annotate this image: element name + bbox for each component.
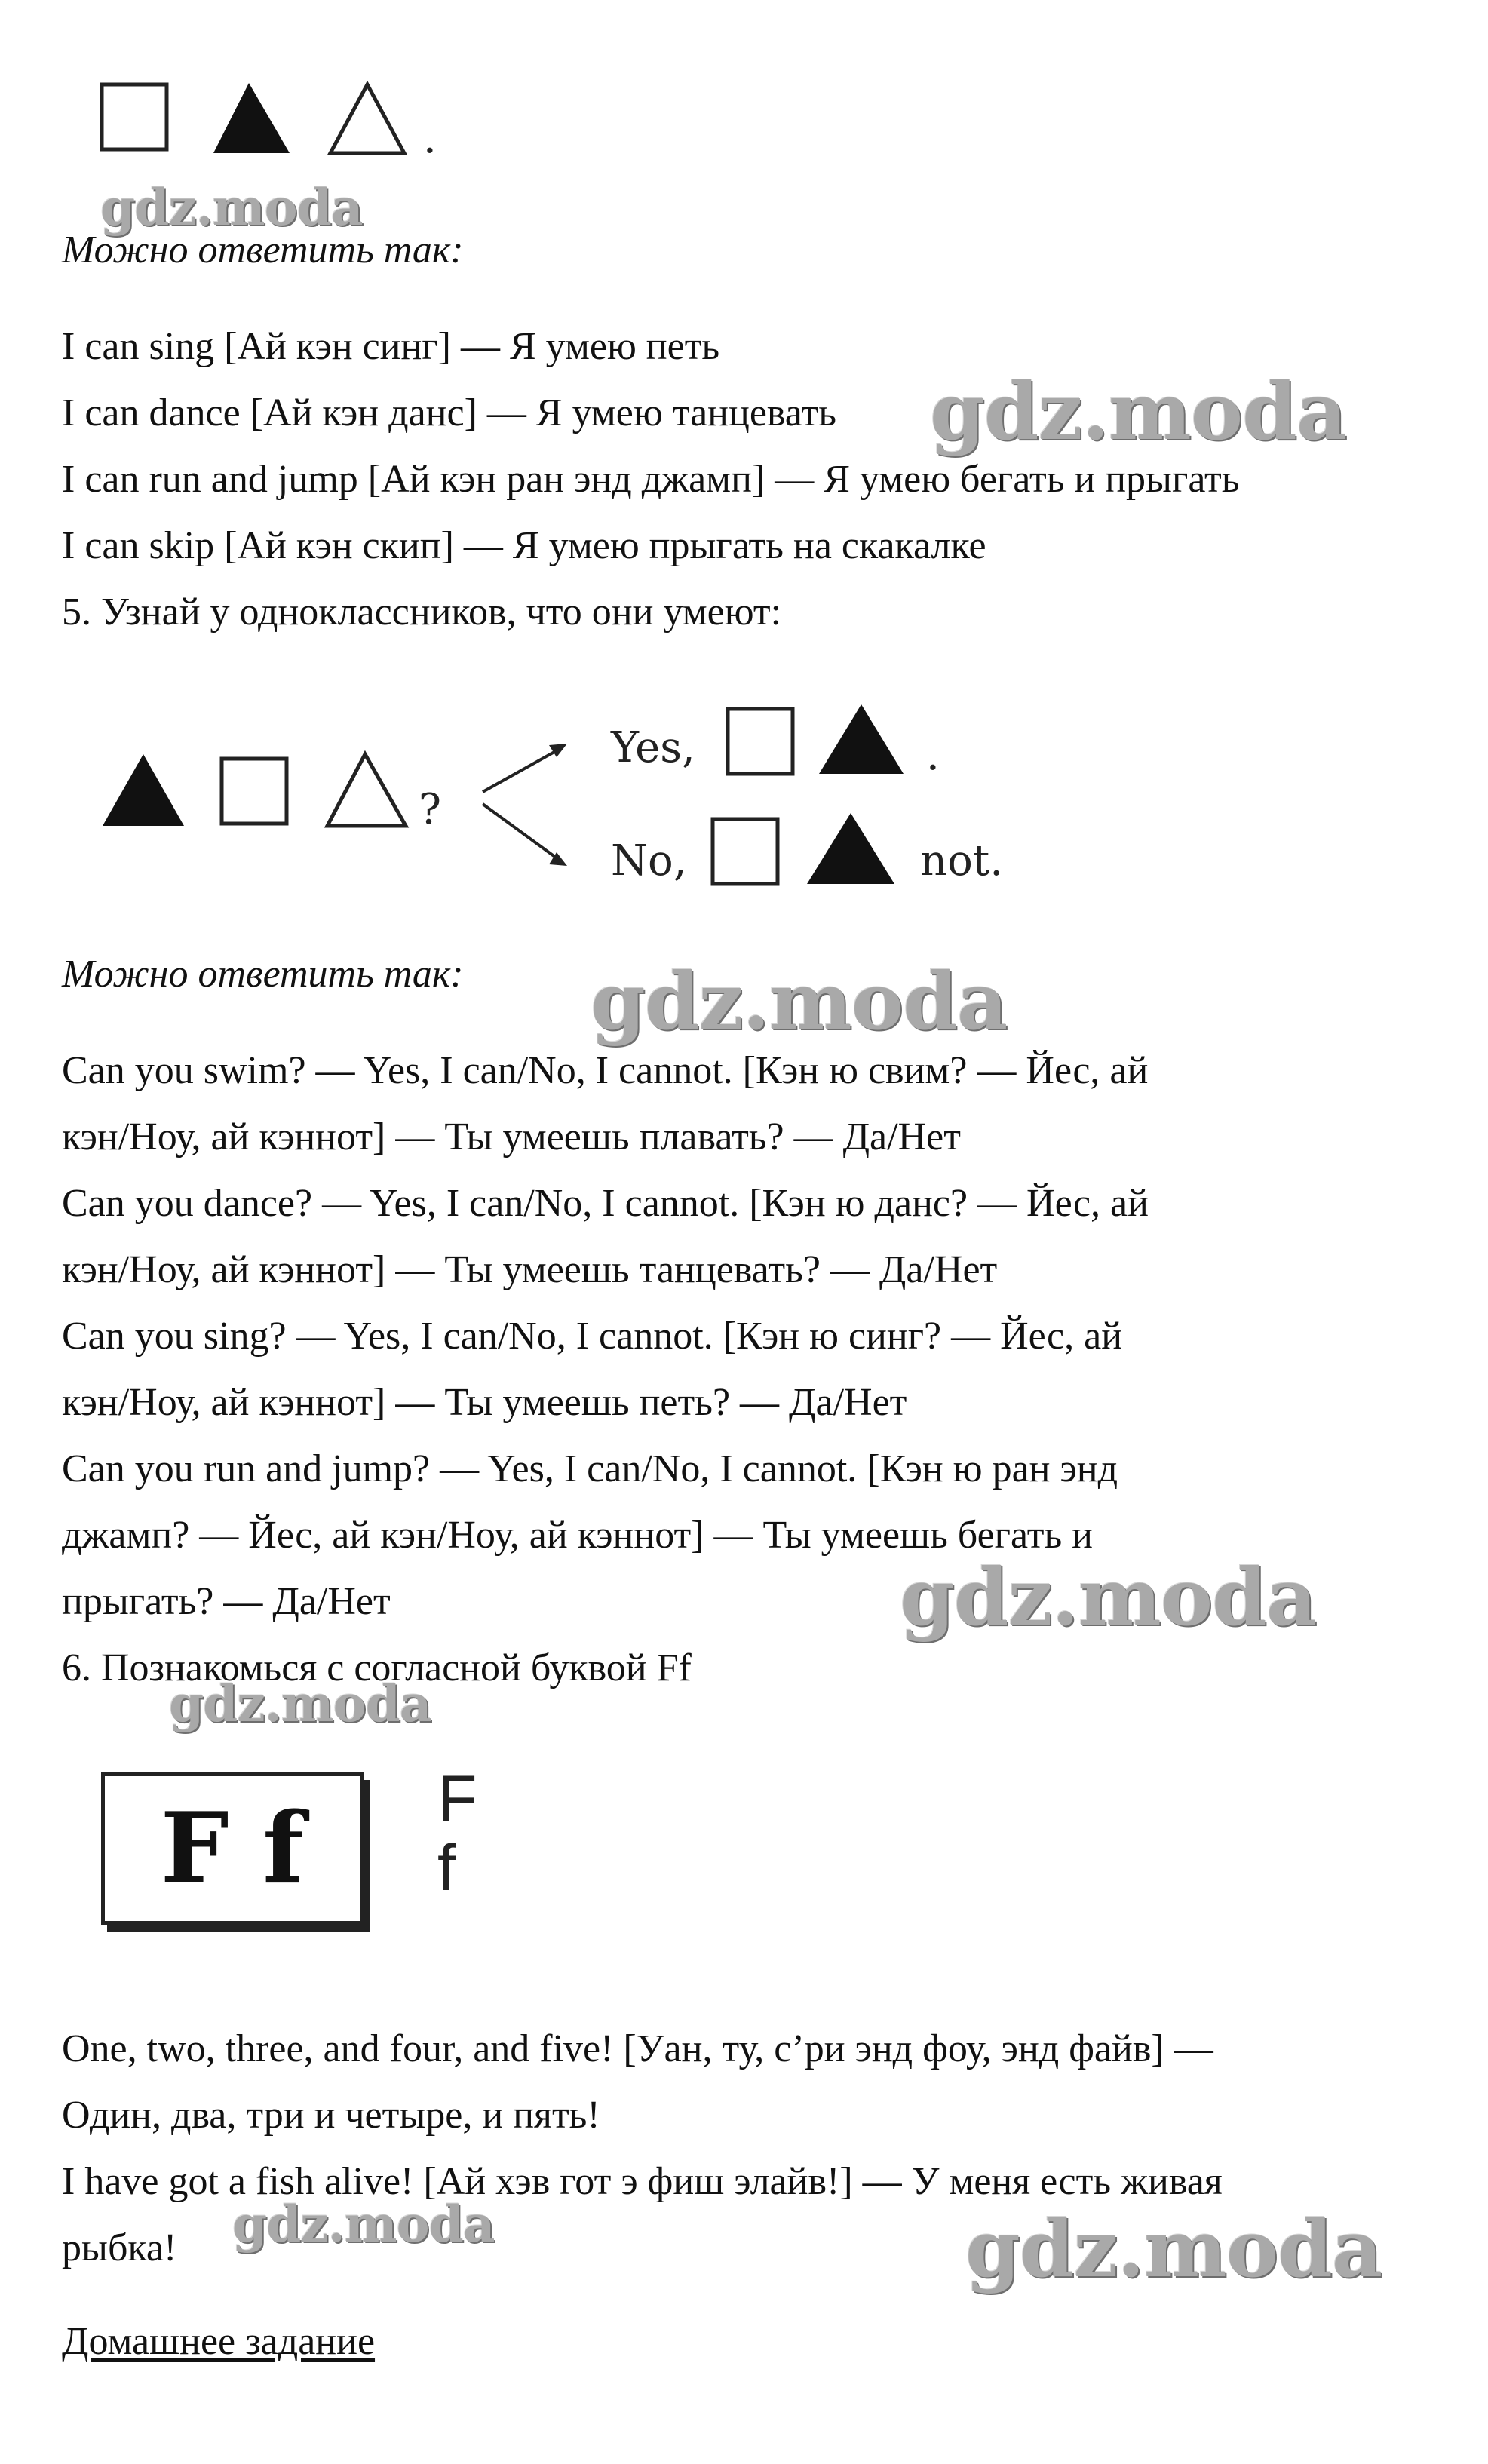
watermark: gdz.moda [900, 1551, 1317, 1643]
answer-line: джамп? — Йес, ай кэн/Ноу, ай кэннот] — Ты умеешь бегать и [62, 1514, 1093, 1557]
letter-lower-f: f [437, 1832, 456, 1904]
filled-triangle-symbol [819, 704, 904, 774]
filled-triangle-symbol [103, 754, 184, 826]
yes-end-dot: . [926, 731, 940, 780]
letter-card [101, 1772, 364, 1925]
task-5-diagram [0, 664, 1131, 913]
task-5-title: 5. Узнай у одноклассников, что они умеют: [62, 591, 782, 634]
answer-line: кэн/Ноу, ай кэннот] — Ты умеешь петь? — Да/Нет [62, 1381, 907, 1424]
square-symbol [713, 819, 778, 884]
outline-triangle-symbol [330, 84, 404, 153]
symbol-row-top [0, 0, 528, 181]
arrow-up [483, 748, 561, 792]
watermark: gdz.moda [100, 178, 363, 237]
watermark: gdz.moda [169, 1674, 431, 1733]
rhyme-line: рыбка! [62, 2226, 177, 2269]
answer-intro: Можно ответить так: [62, 229, 464, 272]
outline-triangle-symbol [327, 754, 406, 826]
answer-line: I can dance [Ай кэн данс] — Я умею танцевать [62, 391, 836, 434]
answer-line: прыгать? — Да/Нет [62, 1580, 391, 1623]
watermark: gdz.moda [965, 2202, 1382, 2295]
answer-line: I can sing [Ай кэн синг] — Я умею петь [62, 325, 720, 368]
arrow-down [483, 804, 561, 861]
watermark: gdz.moda [232, 2195, 495, 2254]
task-6-title: 6. Познакомься с согласной буквой Ff [62, 1646, 692, 1689]
rhyme-line: I have got a fish alive! [Ай хэв гот э фиш элайв!] — У меня есть живая [62, 2160, 1223, 2203]
answer-line: I can run and jump [Ай кэн ран энд джамп] — Я умею бегать и прыгать [62, 458, 1240, 501]
rhyme-line: One, two, three, and four, and five! [Уан, ту, с’ри энд фоу, энд файв] — [62, 2027, 1213, 2070]
arrow-up-head [549, 744, 567, 757]
symbol-dot: . [423, 114, 437, 163]
square-symbol [102, 84, 167, 149]
yes-label: Yes, [611, 723, 695, 772]
letter-upper-f: F [437, 1763, 477, 1835]
square-symbol [222, 759, 287, 824]
rhyme-line: Один, два, три и четыре, и пять! [62, 2094, 600, 2137]
no-end-label: not. [920, 836, 1004, 885]
answer-intro: Можно ответить так: [62, 953, 464, 996]
homework-link[interactable]: Домашнее задание [62, 2320, 376, 2363]
answer-line: кэн/Ноу, ай кэннот] — Ты умеешь танцевать? — Да/Нет [62, 1248, 998, 1291]
question-mark: ? [419, 785, 442, 834]
square-symbol [728, 709, 793, 774]
answer-line: I can skip [Ай кэн скип] — Я умею прыгать на скакалке [62, 524, 986, 567]
answer-line: Can you sing? — Yes, I can/No, I cannot. [Кэн ю синг? — Йес, ай [62, 1315, 1123, 1358]
filled-triangle-symbol [807, 813, 894, 884]
no-label: No, [611, 836, 687, 885]
answer-line: кэн/Ноу, ай кэннот] — Ты умеешь плавать? — Да/Нет [62, 1115, 961, 1158]
letter-card-text: F f [160, 1792, 305, 1905]
answer-line: Can you swim? — Yes, I can/No, I cannot. [Кэн ю свим? — Йес, ай [62, 1049, 1149, 1092]
filled-triangle-symbol [213, 83, 290, 153]
answer-line: Can you run and jump? — Yes, I can/No, I cannot. [Кэн ю ран энд [62, 1447, 1118, 1490]
answer-line: Can you dance? — Yes, I can/No, I cannot. [Кэн ю данс? — Йес, ай [62, 1182, 1149, 1225]
watermark: gdz.moda [591, 955, 1008, 1048]
watermark: gdz.moda [930, 365, 1347, 458]
